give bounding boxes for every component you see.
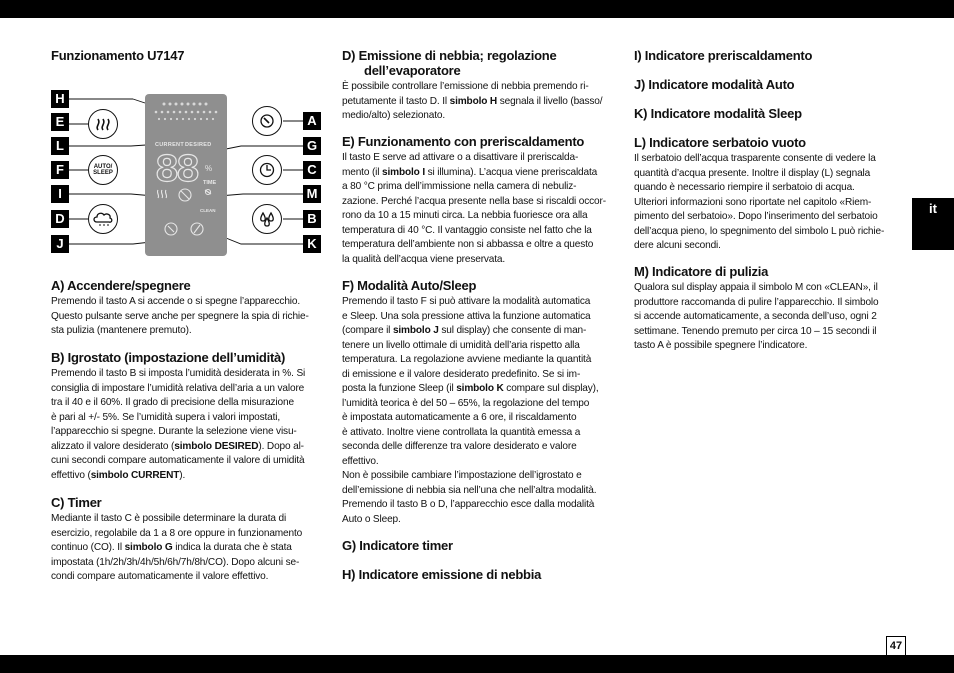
section-b	[51, 350, 320, 483]
bold-term: simbolo J	[392, 325, 439, 336]
text-line	[342, 324, 612, 339]
text-line: dell’acqua pieno, lo spegnimento del simbolo L può richie-	[634, 225, 885, 237]
text-line: Qualora sul display appaia il simbolo M con «CLEAN», il	[634, 282, 878, 293]
text-line: temperatura. La regolazione avviene mediante la quantità	[342, 354, 592, 365]
text-span: segnala il livello (basso/	[497, 95, 603, 107]
section-title-u7147: Funzionamento U7147	[51, 48, 185, 63]
text-line	[51, 440, 320, 455]
text-line: Ulteriori informazioni sono riportate nel capitolo «Riem-	[634, 196, 872, 208]
text-line	[342, 166, 612, 181]
power-button[interactable]	[252, 106, 282, 136]
text-line: settimane. Tenendo premuto per circa 10 – 15 secondi il	[634, 325, 877, 337]
text-span: ). Dopo al-	[258, 440, 304, 452]
text-line: Questo pulsante serve anche per spegnere la spia di richie-	[51, 310, 309, 322]
language-tab: it	[912, 198, 954, 250]
bold-term: simbolo CURRENT	[90, 469, 180, 481]
label-g: G	[303, 137, 321, 155]
control-panel-diagram	[51, 92, 321, 262]
section-g	[342, 538, 612, 555]
text-line: tenere un livello ottimale di umidità dell’aria rispetto alla	[342, 339, 580, 351]
section-title-d: D) Emissione di nebbia; regolazione	[342, 48, 557, 63]
text-line: consiglia di impostare l’umidità relativa dell’aria a un valore	[51, 382, 305, 394]
text-line: zazione. Perché l’acqua presente nella base si riscaldi occor-	[342, 195, 606, 207]
section-title-j: J) Indicatore modalità Auto	[634, 77, 795, 92]
section-a	[51, 278, 320, 339]
bold-term: simbolo H	[449, 95, 498, 107]
text-line: quantità d’acqua presente. Inoltre il display (L) segnala	[634, 167, 871, 179]
text-line: temperatura dell’ambiente non si abbassa e oltre a questo	[342, 239, 594, 250]
text-line: di emissione e il valore desiderato predefinito. Se si im-	[342, 368, 581, 380]
section-f	[342, 278, 612, 527]
label-k: K	[303, 235, 321, 253]
text-line: medio/alto) selezionato.	[342, 110, 446, 121]
text-span: sul display) che consente di man-	[438, 325, 587, 336]
bold-term: simbolo I	[382, 166, 425, 178]
section-h	[342, 567, 612, 584]
section-title-l: L) Indicatore serbatoio vuoto	[634, 135, 806, 150]
text-line	[51, 469, 320, 484]
time-label: TIME	[203, 180, 217, 186]
section-title-f: F) Modalità Auto/Sleep	[342, 278, 477, 293]
display-panel	[145, 94, 227, 256]
label-h: H	[51, 90, 69, 108]
current-label: CURRENT	[155, 142, 184, 148]
mist-level-dots	[145, 98, 227, 126]
label-f: F	[51, 161, 69, 179]
auto-sleep-button[interactable]	[88, 155, 118, 185]
page-number: 47	[886, 636, 906, 656]
text-span: continuo (CO). Il	[51, 542, 125, 553]
section-j	[634, 77, 904, 94]
preheat-button[interactable]	[88, 109, 118, 139]
text-span: si illumina). L’acqua viene preriscaldata	[424, 166, 598, 178]
text-line: temperatura di 40 °C. Il vantaggio consiste nel fatto che la	[342, 224, 592, 236]
water-drops-icon	[257, 210, 277, 228]
text-line: seconda delle differenze tra valore desiderato e valore	[342, 441, 577, 452]
text-line: sta pulizia (mantenere premuto).	[51, 325, 192, 336]
mode-icons-row	[145, 218, 227, 246]
section-title-m: M) Indicatore di pulizia	[634, 264, 769, 279]
text-line	[51, 425, 320, 440]
bold-term: simbolo DESIRED	[174, 440, 259, 452]
text-line: a 80 °C prima dell’immissione nella camera di nebuliz-	[342, 181, 577, 192]
bold-term: simbolo K	[456, 383, 504, 394]
text-line: Premendo il tasto F si può attivare la modalità automatica	[342, 296, 591, 307]
timer-button[interactable]	[252, 155, 282, 185]
percent-symbol: %	[205, 164, 213, 173]
text-line: impostata (1h/2h/3h/4h/5h/6h/7h/8h/CO). Dopo alcuni se-	[51, 556, 300, 568]
section-e	[342, 134, 612, 267]
text-line	[51, 541, 320, 556]
clean-label: CLEAN	[200, 208, 216, 213]
text-line: È possibile controllare l’emissione di nebbia premendo ri-	[342, 81, 589, 92]
section-c	[51, 495, 320, 585]
section-title-d-cont: dell’evaporatore	[364, 63, 461, 78]
section-title-h: H) Indicatore emissione di nebbia	[342, 567, 542, 582]
hygrostat-button[interactable]	[252, 204, 282, 234]
text-line: dere alcuni secondi.	[634, 240, 721, 251]
text-span: ).	[179, 469, 186, 481]
text-line: Premendo il tasto B o D, l’apparecchio esce dalla modalità	[342, 499, 595, 510]
section-title-g: G) Indicatore timer	[342, 538, 453, 553]
label-m: M	[303, 185, 321, 203]
text-span: l’apparecchio si spegne. Durante la selezione viene visu-	[51, 426, 297, 437]
text-line: è attivato. Inoltre viene controllata la quantità emessa a	[342, 426, 581, 438]
text-line: esercizio, regolabile da 1 a 8 ore oppure in funzionamento	[51, 527, 303, 539]
humidity-digits: 88	[155, 149, 198, 194]
section-title-b: B) Igrostato (impostazione dell’umidità)	[51, 350, 286, 365]
text-line: dell’emissione di nebbia sia nell’una che nell’altra modalità.	[342, 484, 597, 496]
text-line: Mediante il tasto C è possibile determinare la durata di	[51, 513, 287, 524]
text-span: mento (il	[342, 166, 383, 178]
text-line: Non è possibile cambiare l’impostazione dell’igrostato e	[342, 470, 582, 481]
text-line: tra il 40 e il 60%. Il grado di precisione della misurazione	[51, 397, 294, 408]
label-i: I	[51, 185, 69, 203]
bottom-black-bar	[0, 655, 954, 673]
section-m	[634, 264, 904, 354]
text-span: compare sul display),	[503, 383, 599, 394]
text-span: (compare il	[342, 325, 393, 336]
text-line: Premendo il tasto A si accende o si spegne l’apparecchio.	[51, 296, 300, 307]
section-l	[634, 135, 904, 254]
text-span: petutamente il tasto D. Il	[342, 95, 450, 107]
label-j: J	[51, 235, 69, 253]
label-a: A	[303, 112, 321, 130]
text-line: Il tasto E serve ad attivare o a disattivare il preriscalda-	[342, 152, 579, 163]
column-1	[51, 48, 320, 65]
section-title-k: K) Indicatore modalità Sleep	[634, 106, 802, 121]
label-b: B	[303, 210, 321, 228]
text-line: produttore raccomanda di pulire l’apparecchio. Il simbolo	[634, 296, 879, 308]
label-l: L	[51, 137, 69, 155]
clock-icon	[258, 161, 276, 179]
mist-button[interactable]	[88, 204, 118, 234]
text-line: si accende automaticamente, a seconda dell’uso, ogni 2	[634, 311, 877, 322]
text-line: Premendo il tasto B si imposta l’umidità desiderata in %. Si	[51, 368, 306, 379]
label-e: E	[51, 113, 69, 131]
section-title-a: A) Accendere/spegnere	[51, 278, 191, 293]
section-title-i: I) Indicatore preriscaldamento	[634, 48, 813, 63]
text-line: condi compare automaticamente il valore effettivo.	[51, 571, 269, 582]
text-span: indica la durata che è stata	[172, 542, 292, 553]
section-title-e: E) Funzionamento con preriscaldamento	[342, 134, 585, 149]
top-black-bar	[0, 0, 954, 18]
text-line: Il serbatoio dell’acqua trasparente consente di vedere la	[634, 153, 876, 164]
section-k	[634, 106, 904, 123]
text-line	[342, 95, 612, 110]
auto-label: AUTO/	[93, 163, 113, 170]
text-line: cuni secondi compare automaticamente il valore di umidità	[51, 455, 305, 466]
sleep-label: SLEEP	[93, 169, 113, 176]
label-c: C	[303, 161, 321, 179]
cloud-mist-icon	[93, 211, 113, 227]
section-i	[634, 48, 904, 65]
text-line: l’umidità teorica è del 50 – 65%, la regolazione del tempo	[342, 397, 590, 409]
section-title-c: C) Timer	[51, 495, 102, 510]
text-line: è pari al +/- 5%. Se l’umidità supera i valori impostati,	[51, 411, 281, 423]
text-line: la qualità dell’acqua viene preservata.	[342, 253, 506, 265]
text-line: pimento del serbatoio». Dopo l’inserimento del serbatoio	[634, 211, 878, 222]
text-line: effettivo.	[342, 455, 379, 467]
bold-term: simbolo G	[124, 542, 173, 553]
text-line: Auto o Sleep.	[342, 513, 401, 525]
text-line: rono da 10 a 15 minuti circa. La nebbia fuoriesce ora alla	[342, 210, 588, 221]
text-line: tasto A è possibile spegnere l’indicatore.	[634, 340, 808, 351]
desired-label: DESIRED	[185, 142, 212, 148]
text-span: alizzato il valore desiderato (	[51, 440, 175, 452]
section-d	[342, 48, 612, 124]
text-span: effettivo (	[51, 469, 91, 481]
text-span: posta la funzione Sleep (il	[342, 383, 457, 394]
power-icon	[258, 112, 276, 130]
text-line: è impostata automaticamente a 6 ore, il riscaldamento	[342, 412, 577, 423]
text-line: quando è necessario riempire il serbatoio di acqua.	[634, 182, 855, 193]
label-d: D	[51, 210, 69, 228]
text-line	[342, 382, 612, 397]
text-line: e Sleep. Una sola pressione attiva la funzione automatica	[342, 310, 591, 322]
heat-waves-icon	[94, 116, 112, 132]
